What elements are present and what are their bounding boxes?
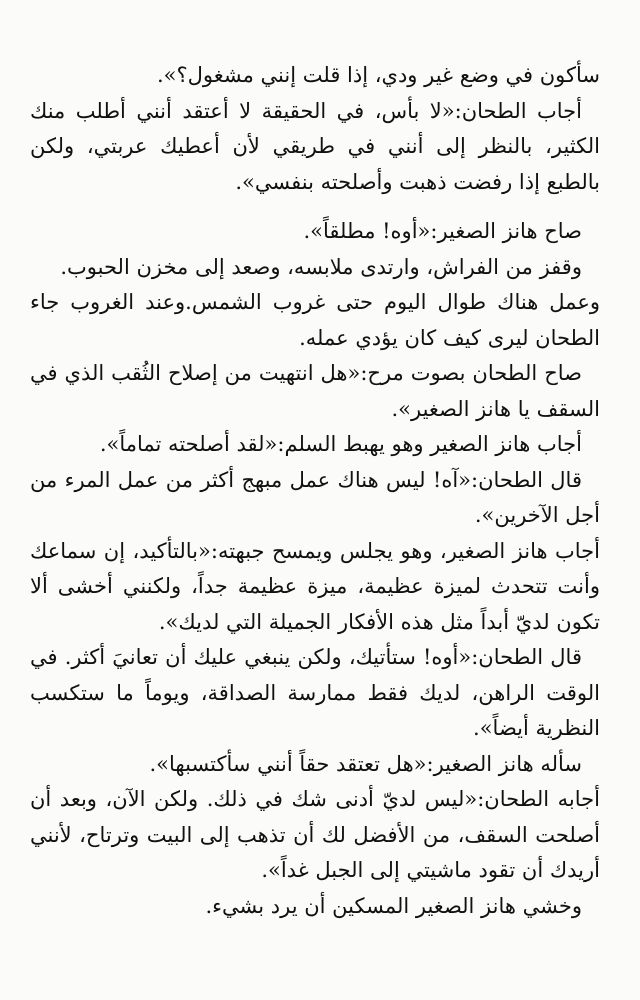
paragraph-miller-answers: أجابه الطحان:«ليس لديّ أدنى شك في ذلك. ولكن الآن، وبعد أن أصلحت السقف، من الأفضل لك أن تذهب إلى البيت وترتاح، لأنني أريدك أن تقود ماشيتي إلى الجبل غداً». (30, 787, 600, 882)
paragraph-hans-wipes-brow: أجاب هانز الصغير، وهو يجلس ويمسح جبهته:«بالتأكيد، إن سماعك وأنت تتحدث لميزة عظيمة، ميزة عظيمة جداً، ولكنني أخشى ألا تكون لديّ أبداً مثل هذه الأفكار الجميلة التي لديك». (30, 538, 600, 634)
book-page (30, 58, 600, 980)
paragraph-work-day: وعمل هناك طوال اليوم حتى غروب الشمس.وعند الغروب جاء الطحان ليرى كيف كان يؤدي عمله. (30, 290, 600, 350)
paragraph-miller-reply: أجاب الطحان:«لا بأس، في الحقيقة لا أعتقد أنني أطلب منك الكثير، بالنظر إلى أنني في طريقي لأن أعطيك عربتي، ولكن بالطبع إذا رفضت ذهبت وأصلحته بنفسي». (30, 98, 600, 194)
paragraph-miller-asks: صاح الطحان بصوت مرح:«هل انتهيت من إصلاح الثُقب الذي في السقف يا هانز الصغير». (30, 361, 600, 421)
paragraph-miller-others: قال الطحان:«آه! ليس هناك عمل مبهج أكثر من عمل المرء من أجل الآخرين». (30, 467, 600, 527)
paragraph-hans-afraid: وخشي هانز الصغير المسكين أن يرد بشيء. (205, 893, 582, 918)
paragraph-hans-exclaims: صاح هانز الصغير:«أوه! مطلقاً». (303, 219, 582, 243)
paragraph-hans-asks: سأله هانز الصغير:«هل تعتقد حقاً أنني سأكتسبها». (149, 751, 582, 776)
paragraph-hans-descends: أجاب هانز الصغير وهو يهبط السلم:«لقد أصلحته تماماً». (99, 432, 582, 456)
paragraph-hans-jumps: وقفز من الفراش، وارتدى ملابسه، وصعد إلى مخزن الحبوب. (60, 254, 582, 279)
paragraph-continuation: سأكون في وضع غير ودي، إذا قلت إنني مشغول؟». (156, 63, 600, 87)
paragraph-miller-theory: قال الطحان:«أوه! ستأتيك، ولكن ينبغي عليك أن تعانيَ أكثر. في الوقت الراهن، لديك فقط ممارسة الصداقة، ويوماً ما ستكسب النظرية أيضاً». (30, 645, 600, 740)
